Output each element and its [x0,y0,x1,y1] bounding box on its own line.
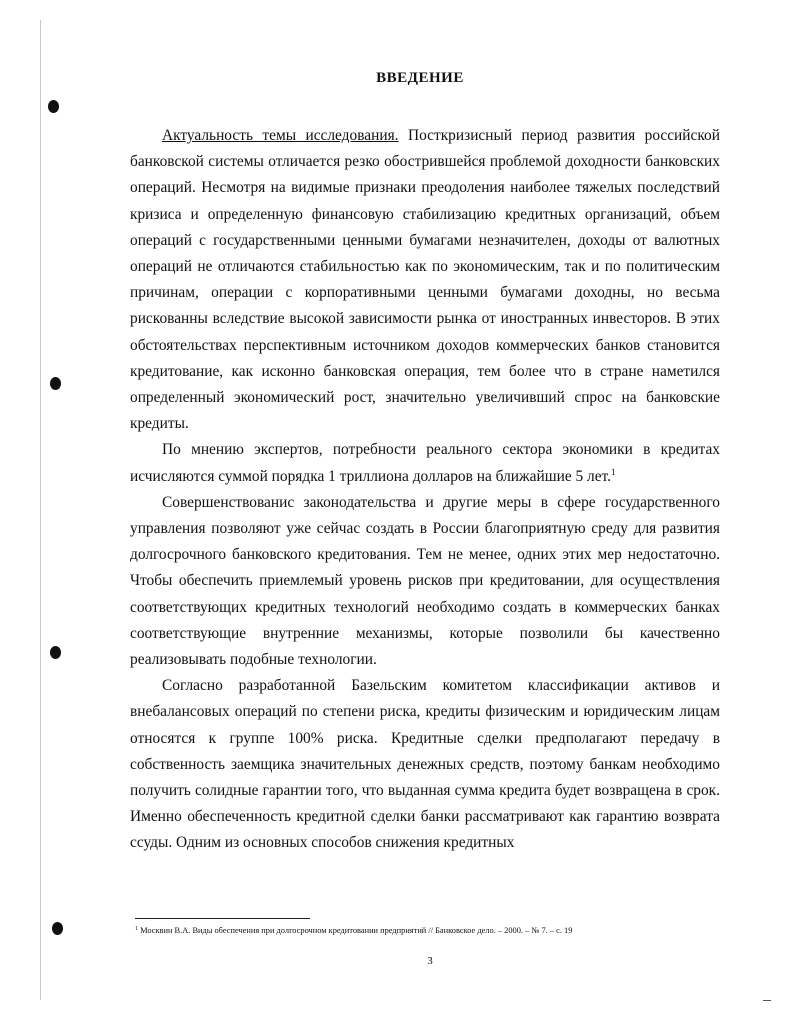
relevance-heading: Актуальность темы исследования. [162,127,399,144]
footnote [135,925,735,937]
scan-corner-mark [763,1000,771,1001]
paragraph-legislation [130,490,720,673]
paragraph-text: Посткризисный период развития российской банковской системы отличается резко обострившейся проблемой доходности банковских операций. Несмотря на видимые признаки преодоления наиболее тяжелых последствий кризиса и определенную финансовую стабилизацию кредитных организаций, объем операций с государственными ценными бумагами незначителен, доходы от валютных операций не отличаются стабильностью как по экономическим, так и по политическим причинам, операции с корпоративными ценными бумагами доходны, но весьма рискованны вследствие высокой зависимости рынка от иностранных инвесторов. В этих обстоятельствах перспективным источником доходов коммерческих банков становится кредитование, как исконно банковская операция, тем более что в стране наметился определенный экономический рост, значительно увеличивший спрос на банковские кредиты. [130,127,720,433]
paragraph-experts [130,437,720,489]
binder-hole-mark [48,100,59,113]
footnote-number: 1 [135,926,138,932]
page-title: ВВЕДЕНИЕ [376,70,464,86]
binder-hole-mark [50,377,61,390]
paragraph-text: Согласно разработанной Базельским комитетом классификации активов и внебалансовых операций по степени риска, кредиты физическим и юридическим лицам относятся к группе 100% риска. Кредитные сделки предполагают передачу в собственность заемщика значительных денежных средств, поэтому банкам необходимо получить солидные гарантии того, что выданная сумма кредита будет возвращена в срок. Именно обеспеченность кредитной сделки банки рассматривают как гарантию возврата ссуды. Одним из основных способов снижения кредитных [130,677,720,852]
paragraph-text: Совершенствованис законодательства и другие меры в сфере государственного управления позволяют уже сейчас создать в России благоприятную среду для развития долгосрочного банковского кредитования. Тем не менее, одних этих мер недостаточно. Чтобы обеспечить приемлемый уровень рисков при кредитовании, для осуществления соответствующих кредитных технологий необходимо создать в коммерческих банках соответствующие внутренние механизмы, которые позволили бы качественно реализовывать подобные технологии. [130,493,720,669]
footnote-divider [135,918,310,919]
paragraph-text: По мнению экспертов, потребности реального сектора экономики в кредитах исчисляются суммой порядка 1 триллиона долларов на ближайшие 5 лет. [130,441,720,485]
binder-hole-mark [52,922,63,935]
binder-hole-mark [50,646,61,659]
footnote-text: Москвин В.А. Виды обеспечения при долгосрочном кредитовании предприятий // Банковское дело. – 2000. – № 7. – с. 19 [138,926,573,935]
body-text [130,123,720,857]
footnote-reference: 1 [610,466,616,477]
paragraph-basel [130,673,720,856]
binder-edge-line [40,20,41,1000]
paragraph-relevance [130,123,720,437]
page-number: 3 [427,955,433,967]
